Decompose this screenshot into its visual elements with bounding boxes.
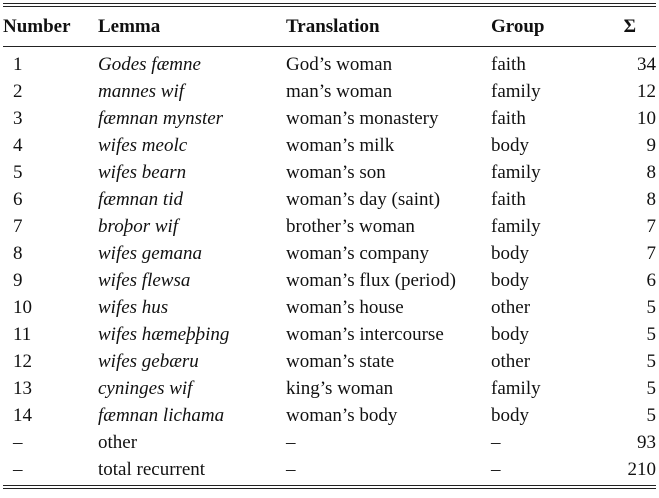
cell-group: – bbox=[491, 459, 501, 480]
cell-lemma: wifes bearn bbox=[98, 162, 187, 183]
cell-group: family bbox=[491, 216, 541, 237]
cell-group: body bbox=[491, 270, 529, 291]
cell-translation: woman’s monastery bbox=[286, 108, 439, 129]
cell-sum: 9 bbox=[646, 135, 656, 156]
cell-lemma: fæmnan mynster bbox=[98, 108, 224, 129]
cell-sum: 5 bbox=[646, 324, 656, 345]
table-row bbox=[3, 321, 656, 348]
data-table bbox=[3, 7, 656, 485]
cell-translation: woman’s company bbox=[286, 243, 430, 264]
header-row bbox=[3, 7, 656, 47]
cell-group: body bbox=[491, 135, 529, 156]
table-row bbox=[3, 267, 656, 294]
cell-sum: 10 bbox=[637, 108, 656, 129]
table-row bbox=[3, 186, 656, 213]
cell-number: 12 bbox=[13, 351, 32, 372]
cell-group: body bbox=[491, 243, 529, 264]
cell-number: 7 bbox=[13, 216, 23, 237]
cell-translation: woman’s milk bbox=[286, 135, 395, 156]
table-row bbox=[3, 78, 656, 105]
cell-number: 10 bbox=[13, 297, 32, 318]
cell-group: family bbox=[491, 378, 541, 399]
header-lemma: Lemma bbox=[98, 16, 161, 37]
cell-sum: 93 bbox=[637, 432, 656, 453]
cell-lemma: other bbox=[98, 432, 138, 453]
table-row bbox=[3, 132, 656, 159]
cell-sum: 5 bbox=[646, 405, 656, 426]
cell-number: 1 bbox=[13, 54, 23, 75]
cell-sum: 34 bbox=[637, 54, 656, 75]
cell-sum: 8 bbox=[646, 189, 656, 210]
cell-lemma: wifes hæmeþþing bbox=[98, 324, 230, 345]
table-row bbox=[3, 105, 656, 132]
header-sum: Σ bbox=[623, 16, 636, 37]
cell-translation: God’s woman bbox=[286, 54, 393, 75]
cell-number: 2 bbox=[13, 81, 23, 102]
cell-group: other bbox=[491, 351, 531, 372]
table-row bbox=[3, 213, 656, 240]
cell-number: 4 bbox=[13, 135, 23, 156]
cell-sum: 7 bbox=[646, 216, 656, 237]
cell-lemma: wifes hus bbox=[98, 297, 169, 318]
cell-number: 3 bbox=[13, 108, 23, 129]
table-row bbox=[3, 375, 656, 402]
cell-translation: woman’s intercourse bbox=[286, 324, 444, 345]
cell-lemma: wifes gemana bbox=[98, 243, 202, 264]
cell-sum: 5 bbox=[646, 378, 656, 399]
cell-lemma: total recurrent bbox=[98, 459, 206, 480]
cell-group: family bbox=[491, 81, 541, 102]
cell-group: other bbox=[491, 297, 531, 318]
cell-group: family bbox=[491, 162, 541, 183]
table-body bbox=[3, 47, 656, 485]
header-group: Group bbox=[491, 16, 545, 37]
cell-number: 13 bbox=[13, 378, 32, 399]
cell-translation: woman’s house bbox=[286, 297, 404, 318]
table-row bbox=[3, 456, 656, 485]
header-translation: Translation bbox=[286, 16, 380, 37]
cell-lemma: wifes gebæru bbox=[98, 351, 199, 372]
cell-translation: – bbox=[286, 432, 296, 453]
cell-sum: 8 bbox=[646, 162, 656, 183]
cell-sum: 7 bbox=[646, 243, 656, 264]
cell-number: 14 bbox=[13, 405, 32, 426]
cell-translation: woman’s day (saint) bbox=[286, 189, 441, 210]
table-row bbox=[3, 159, 656, 186]
cell-lemma: mannes wif bbox=[98, 81, 185, 102]
cell-number: – bbox=[13, 432, 23, 453]
cell-number: 6 bbox=[13, 189, 23, 210]
table-row bbox=[3, 429, 656, 456]
cell-group: body bbox=[491, 405, 529, 426]
cell-translation: woman’s son bbox=[286, 162, 386, 183]
cell-lemma: cyninges wif bbox=[98, 378, 193, 399]
cell-group: faith bbox=[491, 189, 526, 210]
cell-sum: 5 bbox=[646, 351, 656, 372]
header-rule bbox=[3, 46, 656, 47]
cell-translation: woman’s state bbox=[286, 351, 395, 372]
cell-lemma: Godes fæmne bbox=[98, 54, 201, 75]
cell-sum: 5 bbox=[646, 297, 656, 318]
cell-lemma: broþor wif bbox=[98, 216, 179, 237]
cell-number: 11 bbox=[13, 324, 32, 345]
table-row bbox=[3, 294, 656, 321]
cell-number: 5 bbox=[13, 162, 23, 183]
cell-translation: brother’s woman bbox=[286, 216, 415, 237]
cell-lemma: wifes flewsa bbox=[98, 270, 191, 291]
cell-lemma: fæmnan lichama bbox=[98, 405, 225, 426]
cell-lemma: wifes meolc bbox=[98, 135, 188, 156]
cell-group: faith bbox=[491, 54, 526, 75]
cell-group: body bbox=[491, 324, 529, 345]
compound-frequency-table bbox=[3, 0, 656, 489]
table-row bbox=[3, 240, 656, 267]
cell-translation: woman’s body bbox=[286, 405, 398, 426]
table-header bbox=[3, 7, 656, 47]
cell-number: 9 bbox=[13, 270, 23, 291]
cell-sum: 210 bbox=[627, 459, 656, 480]
bottom-rule bbox=[3, 485, 656, 489]
table-row bbox=[3, 402, 656, 429]
cell-group: faith bbox=[491, 108, 526, 129]
cell-translation: king’s woman bbox=[286, 378, 394, 399]
table-row bbox=[3, 47, 656, 78]
cell-number: – bbox=[13, 459, 23, 480]
cell-translation: man’s woman bbox=[286, 81, 393, 102]
cell-lemma: fæmnan tid bbox=[98, 189, 183, 210]
header-number: Number bbox=[3, 16, 71, 37]
cell-group: – bbox=[491, 432, 501, 453]
table-row bbox=[3, 348, 656, 375]
cell-translation: – bbox=[286, 459, 296, 480]
cell-number: 8 bbox=[13, 243, 23, 264]
cell-translation: woman’s flux (period) bbox=[286, 270, 456, 291]
cell-sum: 12 bbox=[637, 81, 656, 102]
cell-sum: 6 bbox=[646, 270, 656, 291]
